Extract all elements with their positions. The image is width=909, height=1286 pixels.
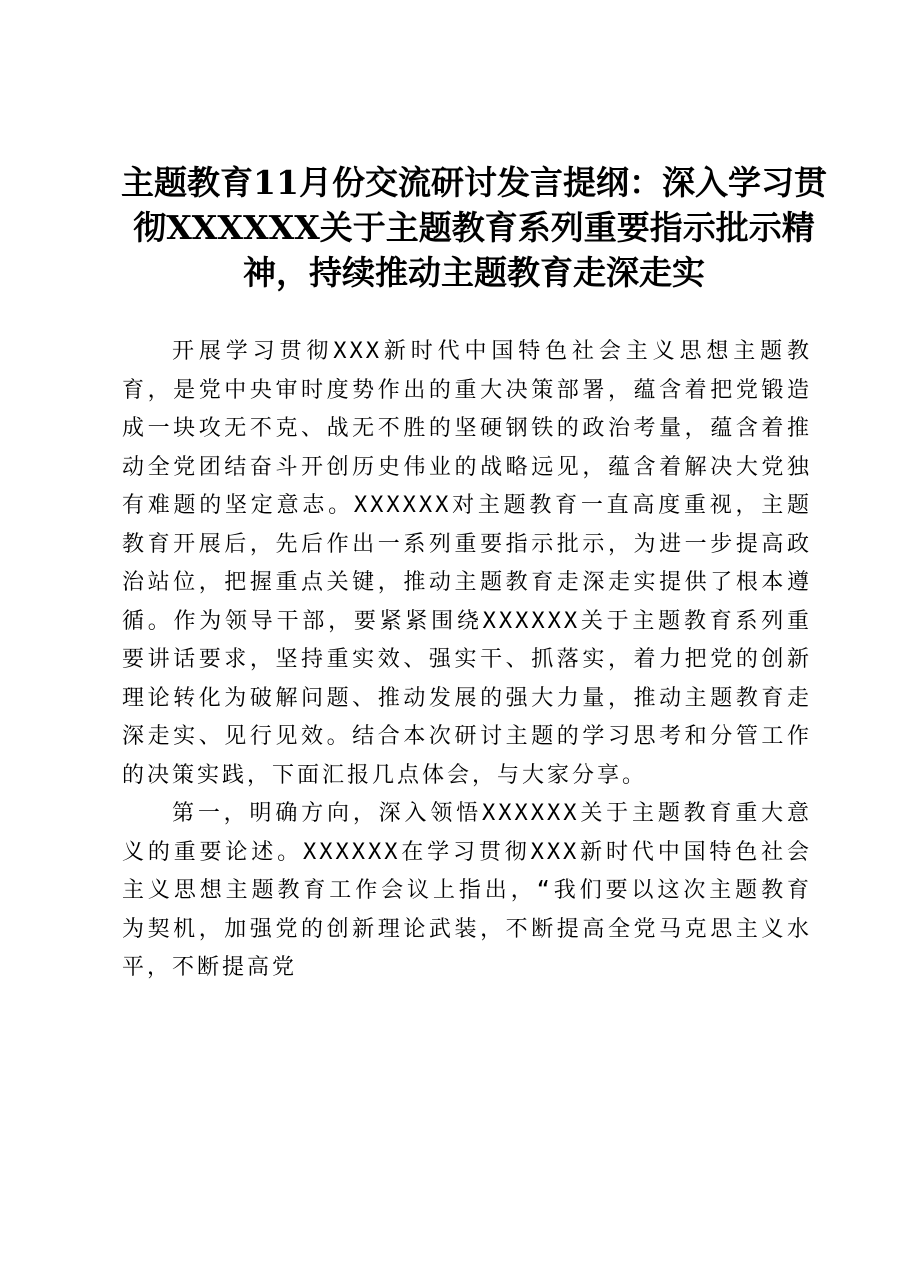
document-body xyxy=(122,333,812,988)
paragraph-intro: 开展学习贯彻XXX新时代中国特色社会主义思想主题教育，是党中央审时度势作出的重大决策部署，蕴含着把党锻造成一块攻无不克、战无不胜的坚硬钢铁的政治考量，蕴含着推动全党团结奋斗开创历史伟业的战略远见，蕴含着解决大党独有难题的坚定意志。XXXXXX对主题教育一直高度重视，主题教育开展后，先后作出一系列重要指示批示，为进一步提高政治站位，把握重点关键，推动主题教育走深走实提供了根本遵循。作为领导干部，要紧紧围绕XXXXXX关于主题教育系列重要讲话要求，坚持重实效、强实干、抓落实，着力把党的创新理论转化为破解问题、推动发展的强大力量，推动主题教育走深走实、见行见效。结合本次研讨主题的学习思考和分管工作的决策实践，下面汇报几点体会，与大家分享。 xyxy=(122,339,812,788)
title-line-2: 彻XXXXXX关于主题教育系列重要指示批示精 xyxy=(133,208,815,247)
title-line-1: 主题教育11月份交流研讨发言提纲：深入学习贯 xyxy=(121,163,827,202)
document-title xyxy=(118,160,830,295)
paragraph-point-one: 第一，明确方向，深入领悟XXXXXX关于主题教育重大意义的重要论述。XXXXXX在学习贯彻XXX新时代中国特色社会主义思想主题教育工作会议上指出，“我们要以这次主题教育为契机，加强党的创新理论武装，不断提高全党马克思主义水平，不断提高党 xyxy=(122,801,812,980)
title-line-3: 神，持续推动主题教育走深走实 xyxy=(243,253,705,292)
